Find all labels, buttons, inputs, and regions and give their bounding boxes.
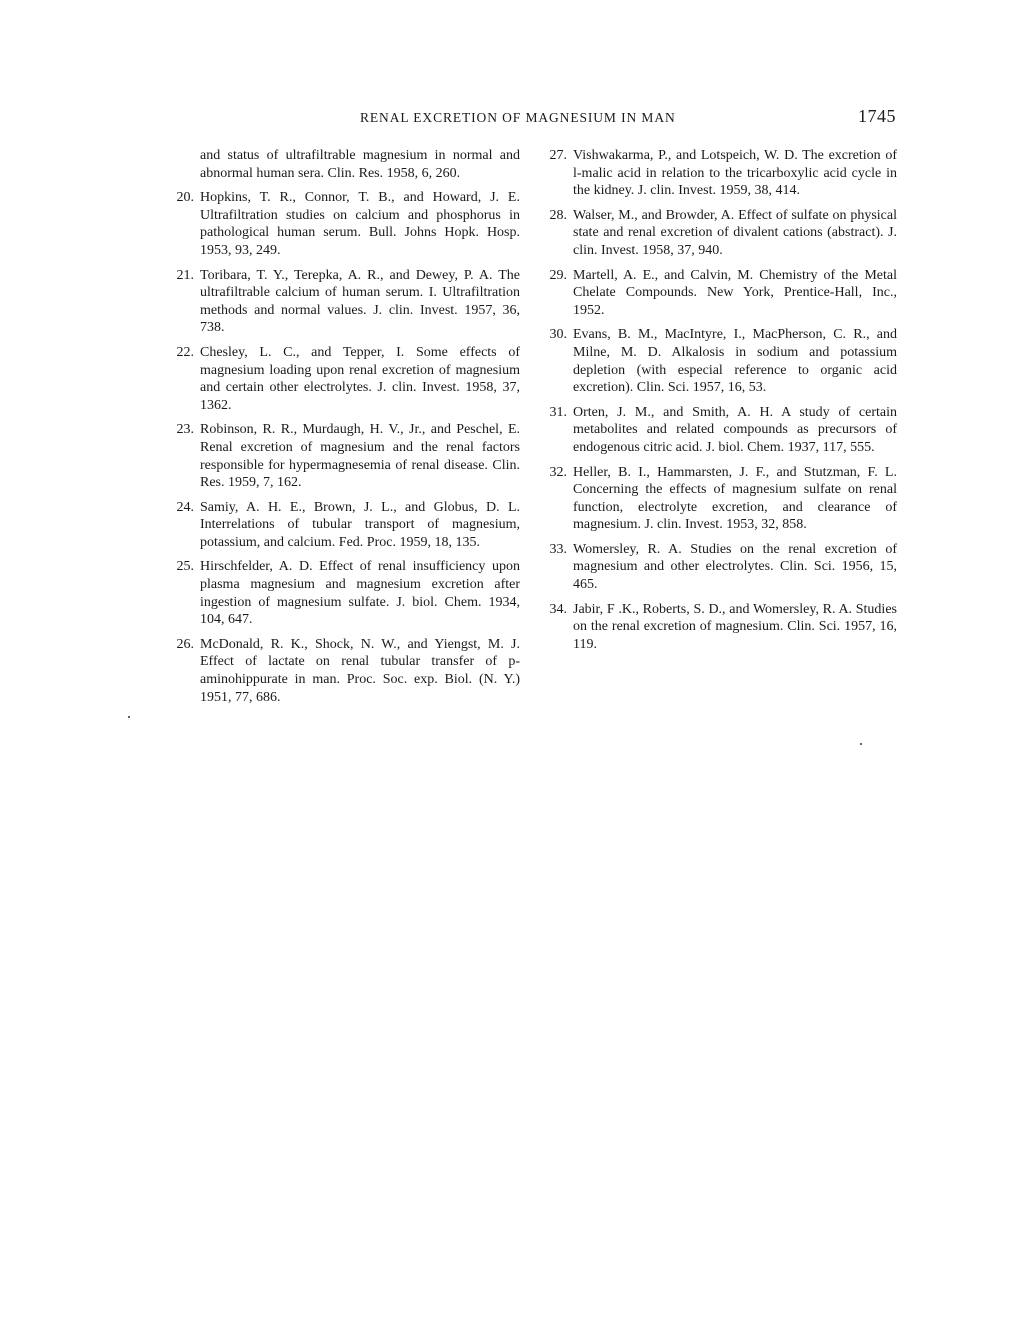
reference-number: 32. xyxy=(549,464,567,480)
reference-26 xyxy=(160,636,520,706)
reference-text: Hirschfelder, A. D. Effect of renal insufficiency upon plasma magnesium and magnesium excretion after ingestion of magnesium sulfate. J. biol. Chem. 1934, 104, 647. xyxy=(200,559,520,628)
reference-text: Chesley, L. C., and Tepper, I. Some effects of magnesium loading upon renal excretion of magnesium and certain other electrolytes. J. clin. Invest. 1958, 37, 1362. xyxy=(200,344,520,413)
reference-34 xyxy=(533,601,897,654)
reference-30 xyxy=(533,326,897,396)
reference-number: 31. xyxy=(549,404,567,420)
reference-number: 21. xyxy=(176,267,194,283)
reference-text: Vishwakarma, P., and Lotspeich, W. D. The excretion of l-malic acid in relation to the tricarboxylic acid cycle in the kidney. J. clin. Invest. 1959, 38, 414. xyxy=(573,148,897,199)
scan-speck xyxy=(128,716,130,718)
reference-23 xyxy=(160,421,520,491)
references-left-column xyxy=(160,147,520,713)
reference-number: 25. xyxy=(176,559,194,575)
reference-28 xyxy=(533,207,897,260)
reference-number: 22. xyxy=(176,344,194,360)
reference-number: 34. xyxy=(549,601,567,617)
reference-24 xyxy=(160,499,520,552)
reference-text: McDonald, R. K., Shock, N. W., and Yiengst, M. J. Effect of lactate on renal tubular transfer of p-aminohippurate in man. Proc. Soc. exp. Biol. (N. Y.) 1951, 77, 686. xyxy=(200,636,520,705)
reference-text: Hopkins, T. R., Connor, T. B., and Howard, J. E. Ultrafiltration studies on calcium and phosphorus in pathological human serum. Bull. Johns Hopk. Hosp. 1953, 93, 249. xyxy=(200,190,520,258)
reference-text: Jabir, F .K., Roberts, S. D., and Womersley, R. A. Studies on the renal excretion of magnesium. Clin. Sci. 1957, 16, 119. xyxy=(573,601,897,652)
reference-33 xyxy=(533,541,897,594)
reference-21 xyxy=(160,267,520,337)
page-number: 1745 xyxy=(858,106,896,126)
reference-number: 27. xyxy=(549,148,567,163)
reference-number: 29. xyxy=(549,267,567,283)
reference-25 xyxy=(160,558,520,628)
reference-text: Evans, B. M., MacIntyre, I., MacPherson, C. R., and Milne, M. D. Alkalosis in sodium and potassium depletion (with especial reference to organic acid excretion). Clin. Sci. 1957, 16, 53. xyxy=(573,327,897,396)
reference-text: Martell, A. E., and Calvin, M. Chemistry of the Metal Chelate Compounds. New York, Prentice-Hall, Inc., 1952. xyxy=(573,267,897,318)
reference-text: Samiy, A. H. E., Brown, J. L., and Globus, D. L. Interrelations of tubular transport of magnesium, potassium, and calcium. Fed. Proc. 1959, 18, 135. xyxy=(200,499,520,550)
reference-32 xyxy=(533,464,897,534)
reference-number: 28. xyxy=(549,207,567,223)
reference-text: Walser, M., and Browder, A. Effect of sulfate on physical state and renal excretion of divalent cations (abstract). J. clin. Invest. 1958, 37, 940. xyxy=(573,207,897,258)
reference-text: Womersley, R. A. Studies on the renal excretion of magnesium and other electrolytes. Clin. Sci. 1956, 15, 465. xyxy=(573,541,897,593)
reference-text: Robinson, R. R., Murdaugh, H. V., Jr., and Peschel, E. Renal excretion of magnesium and the renal factors responsible for hypermagnesemia of renal disease. Clin. Res. 1959, 7, 162. xyxy=(200,422,520,491)
reference-22 xyxy=(160,344,520,414)
reference-continuation xyxy=(160,147,520,182)
reference-text: Toribara, T. Y., Terepka, A. R., and Dewey, P. A. The ultrafiltrable calcium of human serum. I. Ultrafiltration methods and normal values. J. clin. Invest. 1957, 36, 738. xyxy=(200,267,520,336)
reference-number: 24. xyxy=(176,499,194,515)
reference-20 xyxy=(160,189,520,259)
reference-number: 23. xyxy=(176,422,194,438)
reference-27 xyxy=(533,147,897,200)
references-right-column xyxy=(533,147,897,660)
running-title: RENAL EXCRETION OF MAGNESIUM IN MAN xyxy=(360,110,676,125)
reference-31 xyxy=(533,404,897,457)
reference-number: 33. xyxy=(549,541,567,557)
reference-number: 20. xyxy=(176,190,194,206)
reference-text: Orten, J. M., and Smith, A. H. A study of certain metabolites and related compounds as precursors of endogenous citric acid. J. biol. Chem. 1937, 117, 555. xyxy=(573,404,897,455)
reference-29 xyxy=(533,267,897,320)
reference-text: Heller, B. I., Hammarsten, J. F., and Stutzman, F. L. Concerning the effects of magnesium sulfate on renal function, electrolyte excretion, and clearance of magnesium. J. clin. Invest. 1953, 32, 858. xyxy=(573,464,897,533)
reference-number: 26. xyxy=(176,636,194,652)
reference-text: and status of ultrafiltrable magnesium in normal and abnormal human sera. Clin. Res. 1958, 6, 260. xyxy=(200,148,520,181)
scan-speck xyxy=(860,743,862,745)
reference-number: 30. xyxy=(549,327,567,343)
